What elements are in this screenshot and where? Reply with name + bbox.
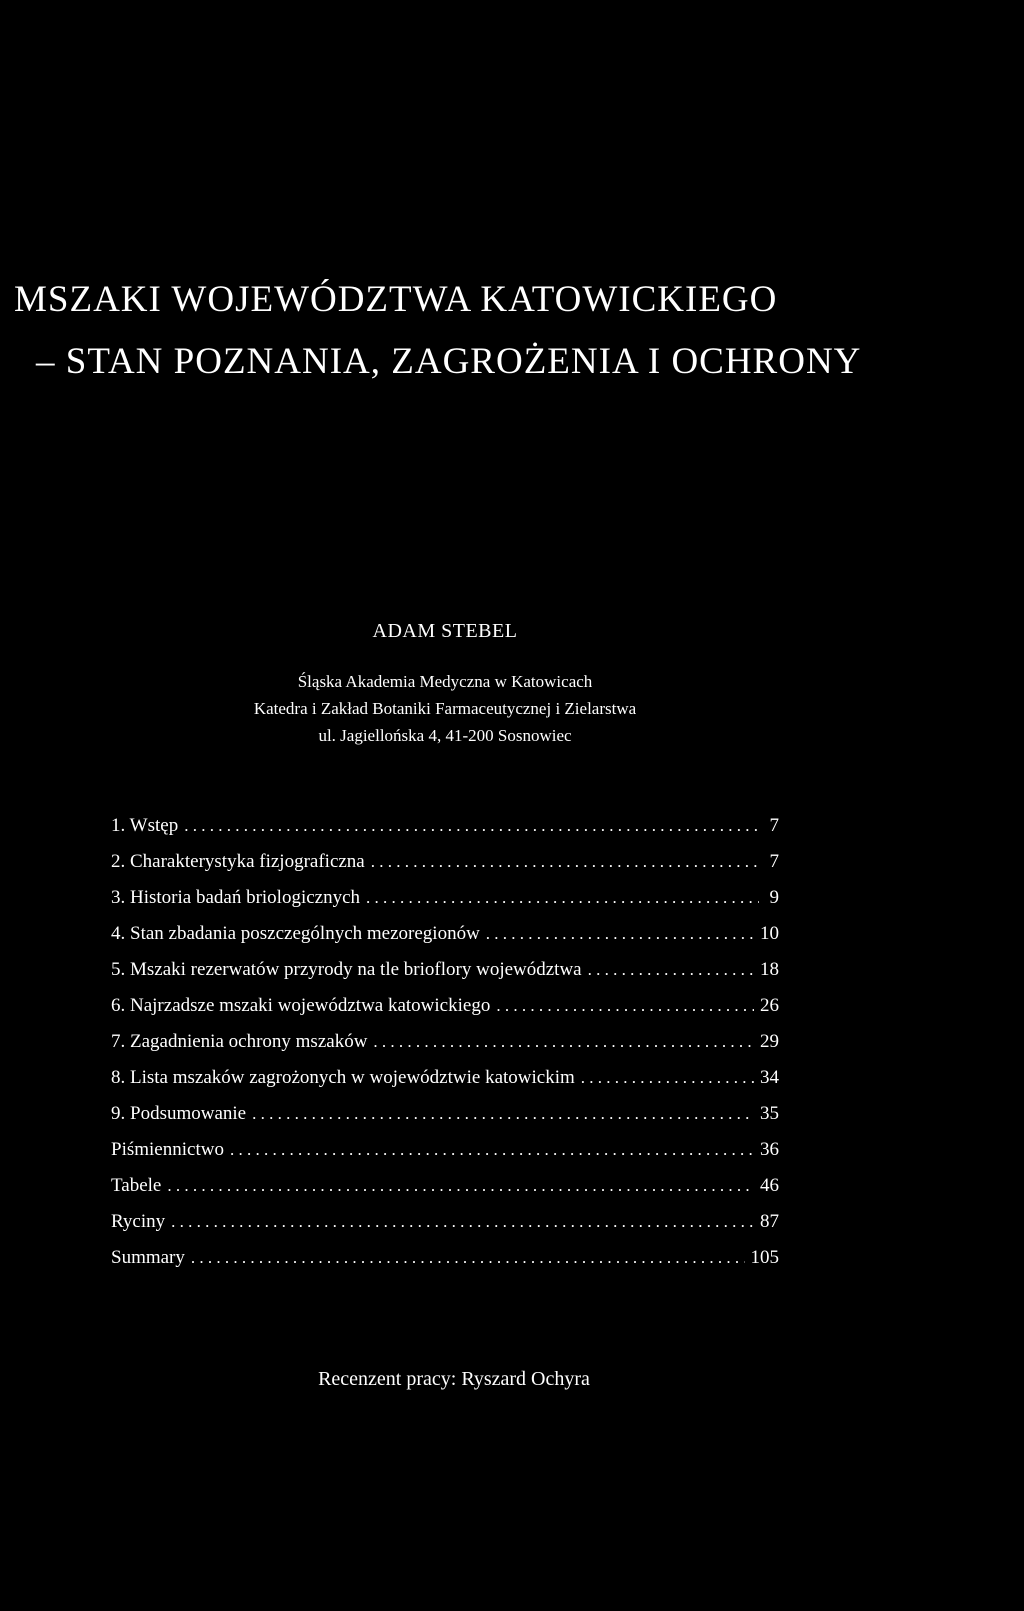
affiliation-line-university: Śląska Akademia Medyczna w Katowicach [297,672,593,691]
title-line-2: – STAN POZNANIA, ZAGROŻENIA I OCHRONY [36,341,862,382]
toc-entry-page: 34 [760,1067,779,1088]
toc-leader-dots [184,816,759,836]
toc-entry [111,959,779,995]
toc-leader-dots [191,1248,745,1268]
toc-entry-page: 7 [769,815,779,836]
toc-entry-page: 9 [769,887,779,908]
toc-entry-label: 8. Lista mszaków zagrożonych w województwie katowickim [111,1067,575,1088]
toc-entry-label: 2. Charakterystyka fizjograficzna [111,851,365,872]
toc-leader-dots [373,1032,754,1052]
toc-entry-page: 46 [760,1175,779,1196]
toc-entry-label: Tabele [111,1175,162,1196]
toc-entry [111,1103,779,1139]
toc-entry-page: 29 [760,1031,779,1052]
title-line-1: MSZAKI WOJEWÓDZTWA KATOWICKIEGO [14,279,778,320]
toc-leader-dots [366,888,759,908]
toc-leader-dots [230,1140,754,1160]
toc-entry-page: 35 [760,1103,779,1124]
author-name: ADAM STEBEL [372,620,518,642]
toc-entry [111,1031,779,1067]
toc-entry-label: 7. Zagadnienia ochrony mszaków [111,1031,368,1052]
toc-entry-label: 9. Podsumowanie [111,1103,247,1124]
toc-entry-label: Ryciny [111,1211,166,1232]
toc-entry-page: 87 [760,1211,779,1232]
toc-entry-page: 26 [760,995,779,1016]
toc-entry-label: 6. Najrzadsze mszaki województwa katowickiego [111,995,491,1016]
toc-entry [111,1247,779,1283]
reviewer-note: Recenzent pracy: Ryszard Ochyra [318,1368,590,1390]
toc-entry [111,1175,779,1211]
toc-leader-dots [252,1104,754,1124]
toc-entry [111,815,779,851]
toc-entry-label: Piśmiennictwo [111,1139,224,1160]
toc-entry-page: 7 [769,851,779,872]
affiliation-line-address: ul. Jagiellońska 4, 41-200 Sosnowiec [318,726,572,745]
toc-entry-page: 10 [760,923,779,944]
toc-entry-page: 105 [750,1247,779,1268]
toc-entry [111,923,779,959]
table-of-contents [111,815,779,1283]
toc-entry [111,1067,779,1103]
toc-entry [111,887,779,923]
toc-leader-dots [167,1176,754,1196]
toc-leader-dots [486,924,754,944]
toc-entry-page: 36 [760,1139,779,1160]
toc-entry-label: 1. Wstęp [111,815,179,836]
toc-entry [111,1139,779,1175]
affiliation-line-department: Katedra i Zakład Botaniki Farmaceutycznej i Zielarstwa [253,699,637,718]
toc-leader-dots [371,852,759,872]
toc-leader-dots [581,1068,754,1088]
toc-leader-dots [496,996,754,1016]
toc-entry [111,995,779,1031]
toc-entry [111,851,779,887]
toc-entry-label: Summary [111,1247,185,1268]
toc-leader-dots [588,960,754,980]
toc-entry [111,1211,779,1247]
toc-entry-page: 18 [760,959,779,980]
toc-entry-label: 4. Stan zbadania poszczególnych mezoregionów [111,923,480,944]
toc-entry-label: 3. Historia badań briologicznych [111,887,361,908]
toc-leader-dots [171,1212,754,1232]
toc-entry-label: 5. Mszaki rezerwatów przyrody na tle brioflory województwa [111,959,582,980]
